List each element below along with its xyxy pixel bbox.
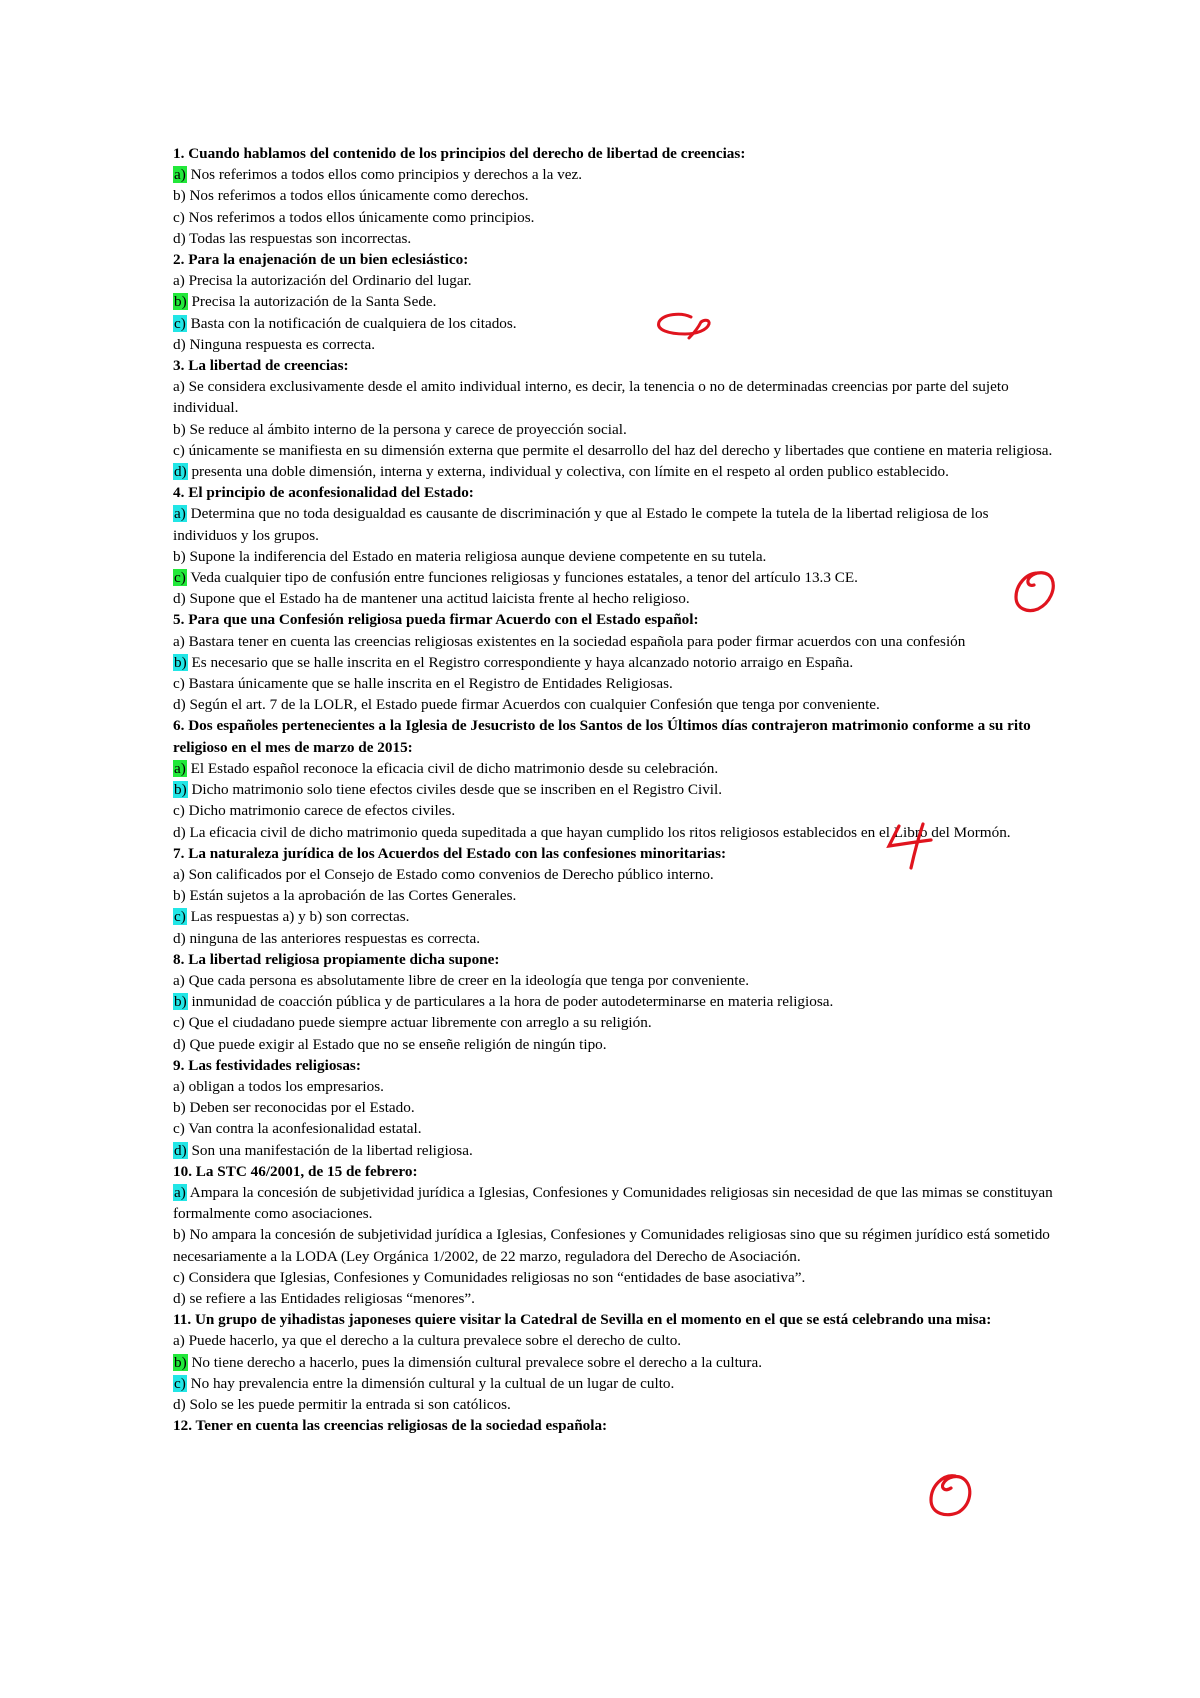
answer-option: [173, 1118, 1053, 1139]
answer-text: Ampara la concesión de subjetividad jurídica a Iglesias, Confesiones y Comunidades religiosas sin necesidad de que las mimas se constituyan formalmente como asociaciones.: [173, 1183, 1053, 1223]
answer-text: Nos referimos a todos ellos como principios y derechos a la vez.: [186, 166, 582, 184]
answer-text: ninguna de las anteriores respuestas es correcta.: [185, 929, 481, 947]
answer-option: [173, 185, 1053, 206]
question-title: 1. Cuando hablamos del contenido de los principios del derecho de libertad de creencias:: [173, 145, 746, 162]
answer-text: Se considera exclusivamente desde el amito individual interno, es decir, la tenencia o no de determinadas creencias por parte del sujeto individual.: [173, 378, 1009, 417]
answer-text: Supone la indiferencia del Estado en materia religiosa aunque deviene competente en su tutela.: [185, 547, 767, 565]
answer-letter-highlighted: d): [174, 463, 187, 481]
answer-option: [173, 1330, 1053, 1351]
answer-text: Ninguna respuesta es correcta.: [185, 335, 375, 353]
answer-letter: a): [173, 1332, 185, 1350]
answer-text: La eficacia civil de dicho matrimonio queda supeditada a que hayan cumplido los ritos religiosos establecidos en el Libro del Mormón.: [185, 823, 1011, 841]
answer-text: Bastara únicamente que se halle inscrita en el Registro de Entidades Religiosas.: [184, 675, 673, 693]
answer-letter: a): [173, 272, 185, 290]
answer-option: [173, 1034, 1053, 1055]
question-title: 7. La naturaleza jurídica de los Acuerdos del Estado con las confesiones minoritarias:: [173, 844, 727, 862]
question-title: 12. Tener en cuenta las creencias religiosas de la sociedad española:: [173, 1417, 608, 1435]
answer-option: [173, 885, 1053, 906]
question-title: 8. La libertad religiosa propiamente dicha supone:: [173, 950, 500, 968]
answer-text: inmunidad de coacción pública y de particulares a la hora de poder autodeterminarse en materia religiosa.: [187, 993, 834, 1011]
answer-text: Son calificados por el Consejo de Estado como convenios de Derecho público interno.: [184, 865, 714, 883]
answer-option: [173, 461, 1053, 482]
answer-letter: b): [173, 887, 186, 905]
answer-option: [173, 270, 1053, 291]
answer-option: [173, 694, 1053, 715]
answer-letter: d): [173, 590, 186, 608]
answer-letter-highlighted: b): [174, 993, 187, 1011]
answer-text: No ampara la concesión de subjetividad jurídica a Iglesias, Confesiones y Comunidades religiosas sino que su régimen jurídico está sometido necesariamente a la LODA (Ley Orgánica 1/2002, de 22 marzo, reguladora del Derecho de Asociación.: [173, 1226, 1050, 1265]
answer-text: se refiere a las Entidades religiosas “menores”.: [185, 1289, 475, 1307]
answer-text: Veda cualquier tipo de confusión entre funciones religiosas y funciones estatales, a tenor del artículo 13.3 CE.: [186, 569, 858, 587]
answer-text: Precisa la autorización de la Santa Sede.: [187, 293, 437, 311]
question-title: 11. Un grupo de yihadistas japoneses quiere visitar la Catedral de Sevilla en el momento en el que se está celebrando una misa:: [173, 1311, 992, 1329]
answer-letter: d): [173, 1289, 186, 1307]
answer-text: Nos referimos a todos ellos únicamente como derechos.: [185, 187, 529, 205]
answer-text: Dicho matrimonio carece de efectos civiles.: [184, 802, 456, 820]
answer-option: [173, 228, 1053, 249]
answer-option: [173, 1012, 1053, 1033]
answer-letter: d): [173, 929, 186, 947]
answer-letter: c): [173, 802, 185, 820]
answer-letter-highlighted: c): [174, 569, 186, 587]
answer-letter: c): [173, 675, 185, 693]
answer-option: [173, 1076, 1053, 1097]
answer-text: Dicho matrimonio solo tiene efectos civiles desde que se inscriben en el Registro Civil.: [187, 781, 723, 799]
answer-option: [173, 928, 1053, 949]
answer-letter: a): [173, 971, 185, 989]
answer-letter-highlighted: c): [174, 1374, 186, 1392]
answer-text: Que el ciudadano puede siempre actuar libremente con arreglo a su religión.: [184, 1014, 652, 1032]
answer-letter-highlighted: b): [174, 653, 187, 671]
answer-text: Según el art. 7 de la LOLR, el Estado puede firmar Acuerdos con cualquier Confesión que tenga por conveniente.: [185, 696, 880, 714]
answer-option: [173, 1352, 1053, 1373]
answer-text: Que puede exigir al Estado que no se enseñe religión de ningún tipo.: [185, 1035, 607, 1053]
answer-option: [173, 588, 1053, 609]
answer-letter-highlighted: a): [174, 759, 186, 777]
answer-text: Nos referimos a todos ellos únicamente como principios.: [184, 208, 535, 226]
answer-option: [173, 419, 1053, 440]
answer-letter: b): [173, 547, 186, 565]
answer-text: Son una manifestación de la libertad religiosa.: [187, 1141, 473, 1159]
answer-option: [173, 991, 1053, 1012]
answer-option: [173, 291, 1053, 312]
answer-text: Determina que no toda desigualdad es causante de discriminación y que al Estado le compete la tutela de la libertad religiosa de los individuos y los grupos.: [173, 505, 989, 544]
answer-option: [173, 1373, 1053, 1394]
answer-letter: b): [173, 1226, 186, 1244]
answer-option: [173, 313, 1053, 334]
answer-letter: a): [173, 865, 185, 883]
answer-option: [173, 376, 1053, 418]
answer-letter: c): [173, 441, 185, 459]
question-title: 3. La libertad de creencias:: [173, 357, 349, 375]
answer-letter-highlighted: a): [174, 1183, 186, 1201]
answer-letter: a): [173, 1077, 185, 1095]
answer-letter-highlighted: b): [174, 781, 187, 799]
answer-letter: c): [173, 208, 185, 226]
answer-letter: d): [173, 1395, 186, 1413]
answer-option: [173, 906, 1053, 927]
question-title: 2. Para la enajenación de un bien eclesiástico:: [173, 251, 469, 269]
answer-option: [173, 1224, 1053, 1266]
answer-option: [173, 207, 1053, 228]
answer-option: [173, 440, 1053, 461]
answer-letter-highlighted: a): [174, 166, 186, 184]
answer-letter-highlighted: d): [174, 1141, 187, 1159]
answer-option: [173, 567, 1053, 588]
answer-option: [173, 164, 1053, 185]
answer-letter: a): [173, 378, 185, 396]
answer-option: [173, 1288, 1053, 1309]
answer-letter: c): [173, 1120, 185, 1138]
answer-text: obligan a todos los empresarios.: [184, 1077, 384, 1095]
answer-text: Bastara tener en cuenta las creencias religiosas existentes en la sociedad española para poder firmar acuerdos con una confesión: [184, 632, 966, 650]
answer-text: Van contra la aconfesionalidad estatal.: [184, 1120, 422, 1138]
answer-text: Se reduce al ámbito interno de la persona y carece de proyección social.: [185, 420, 627, 438]
answer-option: [173, 673, 1053, 694]
answer-letter-highlighted: c): [174, 908, 186, 926]
answer-option: [173, 503, 1053, 545]
answer-option: [173, 334, 1053, 355]
answer-option: [173, 822, 1053, 843]
answer-letter: d): [173, 229, 186, 247]
answer-text: Basta con la notificación de cualquiera de los citados.: [186, 314, 517, 332]
answer-letter: b): [173, 187, 186, 205]
answer-option: [173, 758, 1053, 779]
answer-letter: a): [173, 632, 185, 650]
answer-letter: d): [173, 335, 186, 353]
answer-option: [173, 1182, 1053, 1224]
answer-option: [173, 970, 1053, 991]
answer-letter-highlighted: c): [174, 314, 186, 332]
question-title: 10. La STC 46/2001, de 15 de febrero:: [173, 1162, 418, 1180]
answer-option: [173, 1267, 1053, 1288]
answer-text: Supone que el Estado ha de mantener una actitud laicista frente al hecho religioso.: [185, 590, 690, 608]
answer-text: El Estado español reconoce la eficacia civil de dicho matrimonio desde su celebración.: [186, 759, 719, 777]
question-title: 9. Las festividades religiosas:: [173, 1056, 361, 1074]
answer-text: únicamente se manifiesta en su dimensión externa que permite el desarrollo del haz del derecho y libertades que contiene en materia religiosa.: [184, 441, 1053, 459]
answer-letter: b): [173, 420, 186, 438]
answer-letter-highlighted: b): [174, 1353, 187, 1371]
answer-letter-highlighted: a): [174, 505, 186, 523]
answer-text: Deben ser reconocidas por el Estado.: [185, 1099, 415, 1117]
answer-option: [173, 864, 1053, 885]
answer-option: [173, 631, 1053, 652]
answer-text: Todas las respuestas son incorrectas.: [185, 229, 412, 247]
answer-text: Están sujetos a la aprobación de las Cortes Generales.: [185, 887, 517, 905]
question-title: 5. Para que una Confesión religiosa pueda firmar Acuerdo con el Estado español:: [173, 611, 699, 629]
answer-text: Las respuestas a) y b) son correctas.: [186, 908, 410, 926]
answer-option: [173, 800, 1053, 821]
answer-option: [173, 1140, 1053, 1161]
answer-text: Es necesario que se halle inscrita en el Registro correspondiente y haya alcanzado notorio arraigo en España.: [187, 653, 854, 671]
answer-text: Que cada persona es absolutamente libre de creer en la ideología que tenga por conveniente.: [184, 971, 750, 989]
answer-text: Solo se les puede permitir la entrada si son católicos.: [185, 1395, 511, 1413]
answer-text: Puede hacerlo, ya que el derecho a la cultura prevalece sobre el derecho de culto.: [184, 1332, 682, 1350]
question-title: 6. Dos españoles pertenecientes a la Iglesia de Jesucristo de los Santos de los Últimos días contrajeron matrimonio conforme a su rito religioso en el mes de marzo de 2015:: [173, 717, 1031, 756]
answer-letter: c): [173, 1014, 185, 1032]
answer-letter: d): [173, 1035, 186, 1053]
question-title: 4. El principio de aconfesionalidad del Estado:: [173, 484, 474, 502]
answer-text: presenta una doble dimensión, interna y externa, individual y colectiva, con límite en el respeto al orden publico establecido.: [187, 463, 949, 481]
exam-question-list: [173, 143, 1053, 1436]
handwritten-zero-mark-q11: [925, 1470, 977, 1522]
answer-text: Precisa la autorización del Ordinario del lugar.: [184, 272, 472, 290]
answer-option: [173, 652, 1053, 673]
answer-letter: d): [173, 823, 186, 841]
answer-letter: d): [173, 696, 186, 714]
answer-option: [173, 546, 1053, 567]
answer-text: No tiene derecho a hacerlo, pues la dimensión cultural prevalece sobre el derecho a la cultura.: [187, 1353, 762, 1371]
answer-letter: b): [173, 1099, 186, 1117]
answer-text: Considera que Iglesias, Confesiones y Comunidades religiosas no son “entidades de base asociativa”.: [184, 1268, 806, 1286]
answer-text: No hay prevalencia entre la dimensión cultural y la cultual de un lugar de culto.: [186, 1374, 675, 1392]
answer-letter-highlighted: b): [174, 293, 187, 311]
answer-option: [173, 1394, 1053, 1415]
answer-option: [173, 779, 1053, 800]
answer-letter: c): [173, 1268, 185, 1286]
answer-option: [173, 1097, 1053, 1118]
